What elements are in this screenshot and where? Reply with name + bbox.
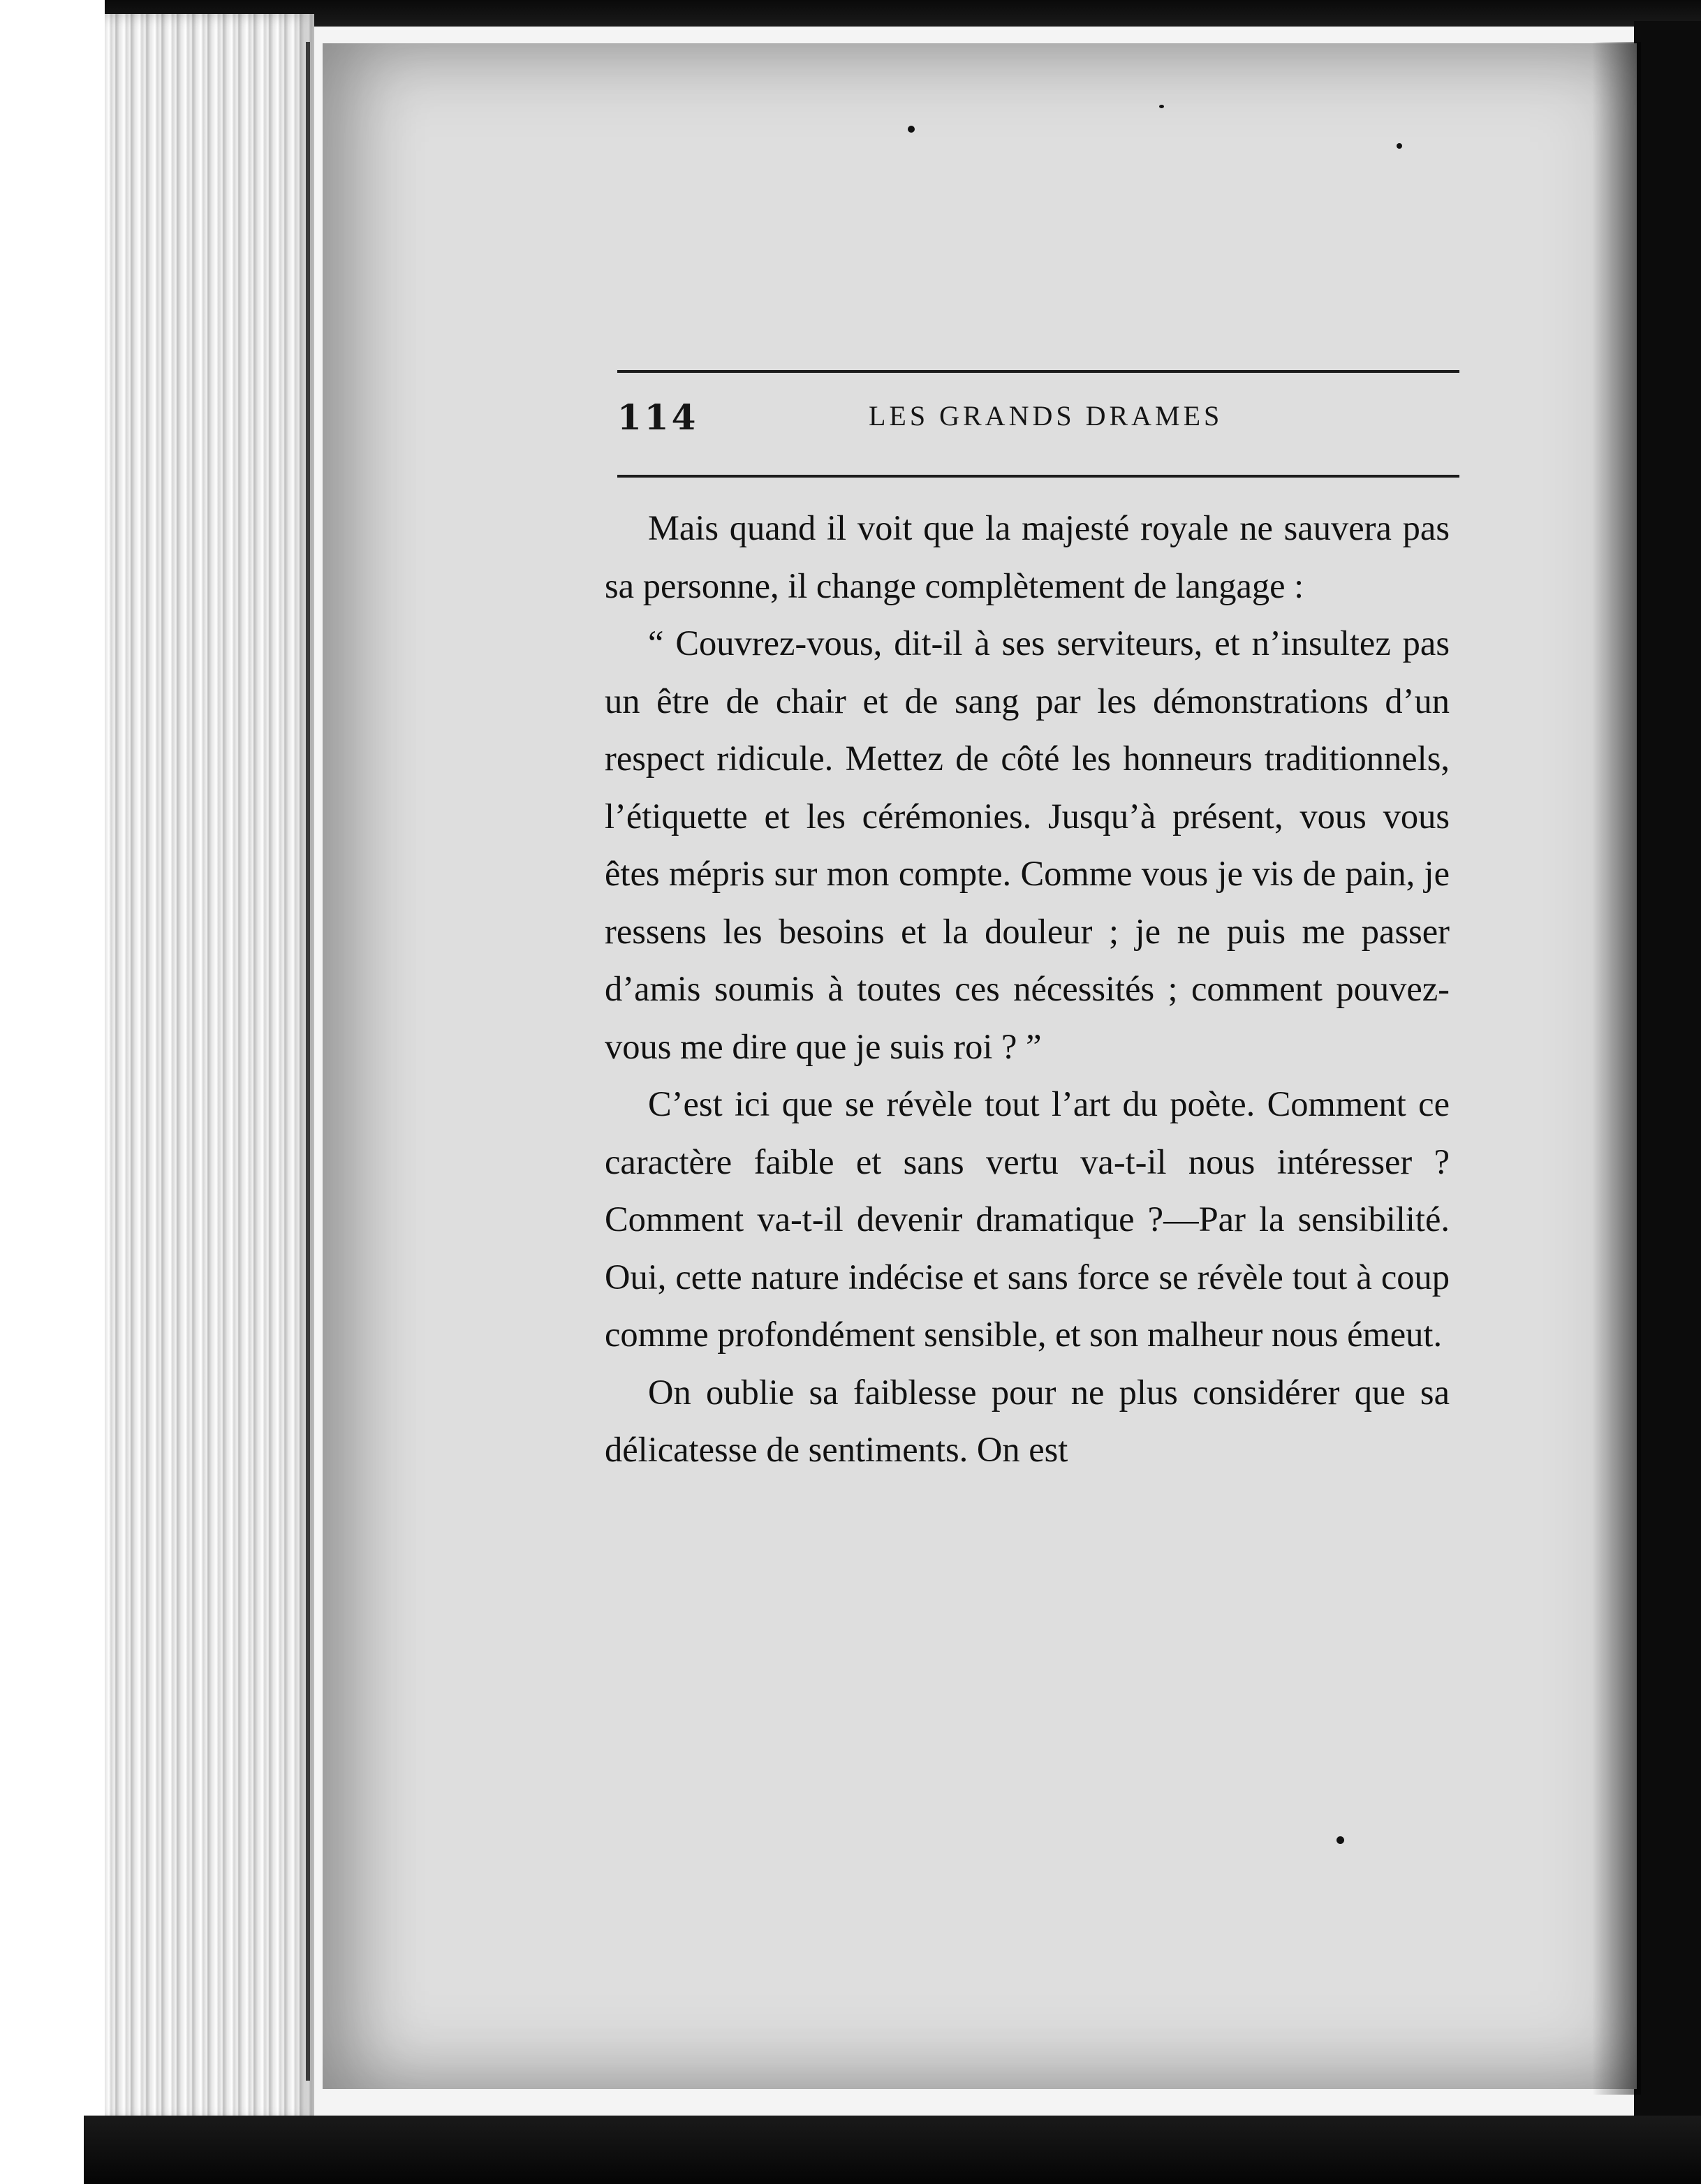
scan-border-left xyxy=(0,0,105,2184)
body-text xyxy=(605,499,1450,1479)
book-page-edges xyxy=(105,14,314,2123)
paragraph: “ Couvrez-vous, dit-il à ses serviteurs, et n’insultez pas un être de chair et de sang par les démonstrations d’un respect ridicule. Mettez de côté les honneurs traditionnels, l’étiquette et les cérémonies. Jusqu’à présent, vous vous êtes mépris sur mon compte. Comme vous je vis de pain, je ressens les besoins et la douleur ; je ne puis me passer d’amis soumis à toutes ces nécessités ; comment pouvez-vous me dire que je suis roi ? ” xyxy=(605,624,1450,1066)
speck xyxy=(1397,143,1402,149)
scan-border-bottom xyxy=(84,2116,1701,2184)
running-head: LES GRANDS DRAMES xyxy=(869,400,1223,431)
book-spine-line xyxy=(306,42,310,2081)
speck xyxy=(1159,105,1164,108)
speck xyxy=(908,126,915,133)
paragraph: C’est ici que se révèle tout l’art du poète. Comment ce caractère faible et sans vertu va-t-il nous intéresser ? Comment va-t-il devenir dramatique ?—Par la sensibilité. Oui, cette nature indécise et sans force se révèle tout à coup comme profondément sensible, et son malheur nous émeut. xyxy=(605,1084,1450,1354)
page-number: 114 xyxy=(617,397,699,438)
page-gutter-shadow xyxy=(1592,42,1641,2095)
speck xyxy=(1336,1836,1344,1844)
paragraph: On oublie sa faiblesse pour ne plus considérer que sa délicatesse de sentiments. On est xyxy=(605,1372,1450,1469)
header-rule-bottom xyxy=(617,475,1459,478)
header-rule-top xyxy=(617,370,1459,373)
paragraph: Mais quand il voit que la majesté royale ne sauvera pas sa personne, il change complètement de langage : xyxy=(605,508,1450,605)
scan-border-right xyxy=(1634,21,1701,2157)
page-header xyxy=(617,391,1459,454)
